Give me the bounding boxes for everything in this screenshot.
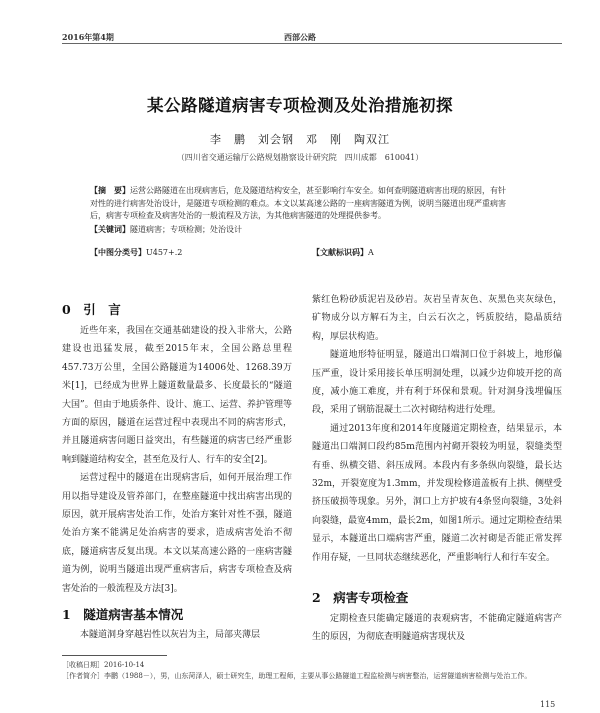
left-column-text (62, 322, 292, 598)
intro-paragraph-1: 近些年来，我国在交通基础建设的投入非常大，公路建设也迅猛发展，截至2015年末，全国公路总里程457.73万公里，全国公路隧道为14006处、1268.39万米[1]，已经成为世界上隧道数量最多、长度最长的“隧道大国”。但由于地质条件、设计、施工、运营、养护管理等方面的原因，隧道在运营过程中表现出不同的病害形式，并且隧道病害问题日益突出，有些隧道的病害已经严重影响到隧道结构安全，甚至危及行人、行车的安全[2]。 (62, 326, 292, 465)
received-date: ［收稿日期］2016-10-14 (62, 661, 145, 669)
abstract-text: 运营公路隧道在出现病害后，危及隧道结构安全，甚至影响行车安全。如何查明隧道病害出现的原因，有针对性的进行病害处治设计，是隧道专项检测的难点。本文以某高速公路的一座病害隧道为例，说明当隧道出现严重病害后，病害专项检查及病害处治的一般流程及方法，为其他病害隧道的处理提供参考。 (90, 186, 506, 220)
section-heading-1: 1 隧道病害基本情况 (62, 607, 184, 622)
author-list: 李 鹏 刘会钢 邓 刚 陶双江 (210, 133, 390, 146)
author-biography: ［作者简介］李鹏（1988－），男，山东菏泽人，硕士研究生，助理工程师，主要从事公路隧道工程监检测与病害整治，运营隧道病害检测与处治工作。 (62, 672, 532, 680)
document-code: 【文献标识码】A (312, 247, 374, 257)
footnotes (62, 660, 562, 682)
abstract-block (90, 184, 510, 236)
intro-paragraph-2: 运营过程中的隧道在出现病害后，如何开展治理工作用以指导建设及管养部门，在整座隧道中找出病害出现的原因，就开展病害处治工作，处治方案针对性不强，隧道处治方案不能满足处治病害的要求，造成病害处治不彻底，隧道病害反复出现。本文以某高速公路的一座病害隧道为例，说明当隧道出现严重病害后，病害专项检查及病害处治的一般流程及方法[3]。 (62, 473, 292, 594)
keywords-text: 隧道病害；专项检测；处治设计 (130, 224, 242, 234)
section-2-text (312, 610, 562, 647)
journal-name: 西部公路 (284, 32, 316, 42)
clc-number: 【中图分类号】U457+.2 (90, 247, 183, 257)
keywords-label: 【关键词】 (90, 223, 130, 234)
author-affiliation: （四川省交通运输厅公路规划勘察设计研究院 四川成都 610041） (176, 153, 424, 162)
keywords-paragraph (90, 223, 510, 237)
header-divider (62, 43, 562, 44)
section-1-paragraph-1: 本隧道洞身穿越岩性以灰岩为主，局部夹薄层 (80, 630, 261, 640)
section-heading-2: 2 病害专项检查 (312, 590, 409, 605)
section-2-paragraph-1: 定期检查只能确定隧道的表观病害，不能确定隧道病害产生的原因，为彻底查明隧道病害现状及 (312, 614, 562, 643)
issue-label: 2016年第4期 (62, 32, 114, 42)
section-heading-intro: 0 引 言 (62, 302, 121, 317)
right-paragraph-3: 通过2013年度和2014年度隧道定期检查，结果显示，本隧道出口端洞口段约85m范围内衬砌开裂较为明显，裂缝类型有垂、纵横交错、斜压成网。本段内有多条纵向裂缝，最长达32m，开裂宽度为1.3mm，并发现检修道盖板有上拱、侧壁受挤压破损等现象。另外，洞口上方护坡有4条竖向裂缝，3处斜向裂缝，最宽4mm，最长2m，如图1所示。通过定期检查结果显示，本隧道出口端病害严重，隧道二次衬砌是否能正常发挥作用存疑，一旦同状态继续恶化，严重影响行人和行车安全。 (312, 423, 562, 563)
right-paragraph-1: 紫红色粉砂质泥岩及砂岩。灰岩呈青灰色、灰黑色夹灰绿色，矿物成分以方解石为主，白云石次之，钙质胶结，隐晶质结构，厚层状构造。 (312, 295, 562, 342)
abstract-paragraph (90, 184, 510, 223)
page-number: 115 (540, 700, 556, 709)
footnote-divider (62, 655, 167, 656)
right-paragraph-2: 隧道地形特征明显，隧道出口端洞口位于斜坡上，地形偏压严重，设计采用接长单压明洞处理，以减少边仰坡开挖的高度，减小施工难度，并有利于环保和景观。针对洞身浅埋偏压段，采用了钢筋混凝土二次衬砌结构进行处理。 (312, 350, 562, 416)
section-1-text (62, 626, 292, 644)
article-title: 某公路隧道病害专项检测及处治措施初探 (147, 96, 453, 115)
abstract-label: 【摘 要】 (90, 185, 130, 195)
right-column-text (312, 291, 562, 567)
